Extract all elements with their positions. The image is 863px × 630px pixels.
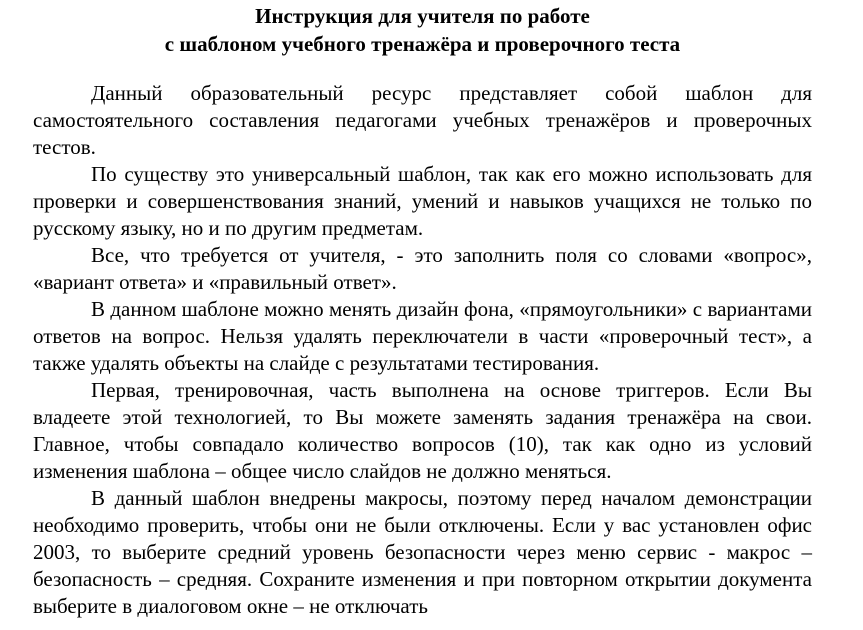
paragraph-2: По существу это универсальный шаблон, так как его можно использовать для проверки и совершенствования знаний, умений и навыков учащихся не только по русскому языку, но и по другим предметам. xyxy=(33,162,812,240)
title-line-1: Инструкция для учителя по работе xyxy=(255,4,590,28)
paragraph-3: Все, что требуется от учителя, - это заполнить поля со словами «вопрос», «вариант ответа» и «правильный ответ». xyxy=(33,243,812,294)
document-content xyxy=(33,2,812,620)
title-line-2: с шаблоном учебного тренажёра и проверочного теста xyxy=(164,32,681,56)
paragraph-4: В данном шаблоне можно менять дизайн фона, «прямоугольники» с вариантами ответов на вопрос. Нельзя удалять переключатели в части «проверочный тест», а также удалять объекты на слайде с результатами тестирования. xyxy=(33,297,812,375)
paragraph-1: Данный образовательный ресурс представляет собой шаблон для самостоятельного составления педагогами учебных тренажёров и проверочных тестов. xyxy=(33,81,812,159)
document-body xyxy=(33,80,812,620)
document-title xyxy=(33,2,812,58)
paragraph-6: В данный шаблон внедрены макросы, поэтому перед началом демонстрации необходимо проверить, чтобы они не были отключены. Если у вас установлен офис 2003, то выберите средний уровень безопасности через меню сервис - макрос – безопасность – средняя. Сохраните изменения и при повторном открытии документа выберите в диалоговом окне – не отключать xyxy=(33,486,812,618)
paragraph-5: Первая, тренировочная, часть выполнена на основе триггеров. Если Вы владеете этой технологией, то Вы можете заменять задания тренажёра на свои. Главное, чтобы совпадало количество вопросов (10), так как одно из условий изменения шаблона – общее число слайдов не должно меняться. xyxy=(33,378,812,483)
